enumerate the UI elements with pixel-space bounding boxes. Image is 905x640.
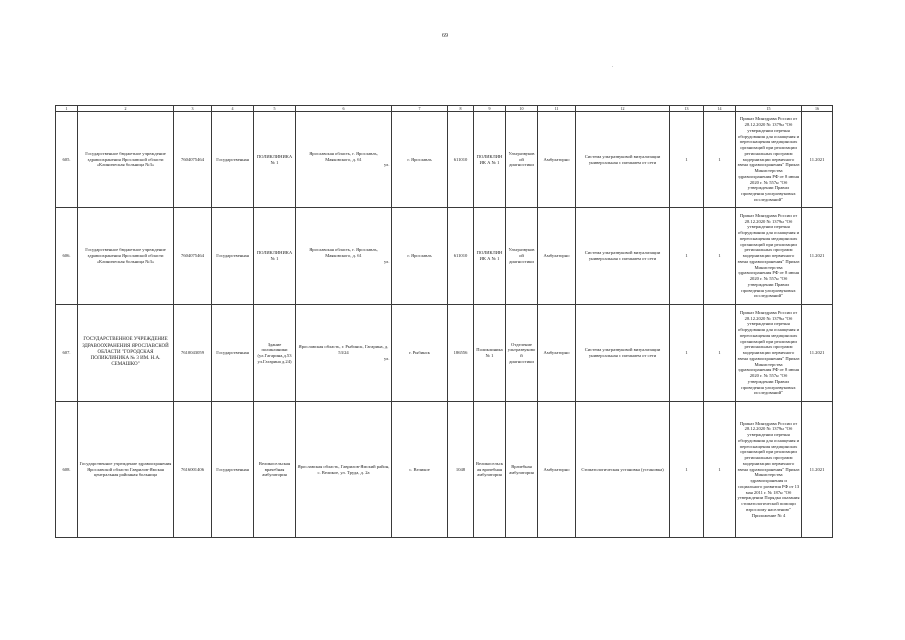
column-number: 15 <box>736 106 802 112</box>
organization-name: Государственное бюджетное учреждение здравоохранения Ярославской области «Клиническая больница №3» <box>78 112 174 208</box>
city-cell: с. Великое <box>392 402 448 538</box>
city-cell: г. Ярославль <box>392 208 448 305</box>
address-street-type: ул. <box>383 355 390 361</box>
legal-basis-cell: Приказ Минздрава России от 28.12.2020 № 1379н "Об утверждении перечня оборудования для оснащения и переоснащения медицинских организаций при реализации региональных программ модернизации первичного звена здравоохранения" Приказ Министерства здравоохранения и социального развития РФ от 13 мая 2011 г. № 187н "Об утверждении Порядка оказания стоматологической помощи взрослому населению" Приложение № 4 <box>736 402 802 538</box>
index-cell: 1048 <box>448 402 474 538</box>
column-number: 8 <box>448 106 474 112</box>
column-number: 7 <box>392 106 448 112</box>
department-cell: Великосельская врачебная амбулатория <box>474 402 506 538</box>
department-cell: Поликлиника № 1 <box>474 305 506 402</box>
page-number: 69 <box>442 33 448 39</box>
address-text: Ярославская область, г. Ярославль, Маяковского, д. 61 <box>309 150 378 162</box>
care-type-cell: Амбулаторно <box>538 112 576 208</box>
care-type-cell: Амбулаторно <box>538 305 576 402</box>
table-row <box>56 402 833 538</box>
division-cell: ПОЛИКЛИНИКА № 1 <box>254 208 296 305</box>
legal-basis-cell: Приказ Минздрава России от 28.12.2020 № 1379н "Об утверждении перечня оборудования для оснащения и переоснащения медицинских организаций при реализации региональных программ модернизации первичного звена здравоохранения" Приказ Министерства здравоохранения РФ от 8 июня 2020 г. № 557н "Об утверждении Правил проведения ультразвуковых исследований" <box>736 208 802 305</box>
address-cell: Ярославская область, Гаврилов-Ямский район, с. Великое, ул. Труда, д. 2а <box>296 402 392 538</box>
page-mark: . <box>612 64 614 69</box>
column-number: 2 <box>78 106 174 112</box>
date-cell: 11.2021 <box>802 208 833 305</box>
equipment-register-table <box>55 105 833 538</box>
date-cell: 11.2021 <box>802 402 833 538</box>
address-cell <box>296 112 392 208</box>
column-number: 13 <box>670 106 704 112</box>
unit-cell: Ультразвуковой диагностики <box>506 112 538 208</box>
column-number: 9 <box>474 106 506 112</box>
column-number: 3 <box>174 106 212 112</box>
division-cell: Здание поликлиники (ул.Гагарина,д.53 ул.Гагарина д.24) <box>254 305 296 402</box>
column-number: 10 <box>506 106 538 112</box>
column-number: 11 <box>538 106 576 112</box>
quantity-cell: 1 <box>670 402 704 538</box>
quantity-cell: 1 <box>704 208 736 305</box>
quantity-cell: 1 <box>704 305 736 402</box>
city-cell: г. Рыбинск <box>392 305 448 402</box>
care-type-cell: Амбулаторно <box>538 208 576 305</box>
equipment-cell: Система ультразвуковой визуализации универсальная с питанием от сети <box>576 112 670 208</box>
ownership-cell: Государственная <box>212 305 254 402</box>
table-row <box>56 112 833 208</box>
column-number: 12 <box>576 106 670 112</box>
ownership-cell: Государственная <box>212 112 254 208</box>
organization-name: Государственное бюджетное учреждение здравоохранения Ярославской области «Клиническая больница №3» <box>78 208 174 305</box>
column-number: 6 <box>296 106 392 112</box>
address-cell <box>296 208 392 305</box>
row-number: 605. <box>56 112 78 208</box>
unit-cell: Отделение ультразвуковой диагностики <box>506 305 538 402</box>
address-street-type: ул. <box>383 162 390 168</box>
department-cell: ПОЛИКЛИНИК А № 1 <box>474 112 506 208</box>
quantity-cell: 1 <box>704 112 736 208</box>
date-cell: 11.2021 <box>802 305 833 402</box>
column-number: 1 <box>56 106 78 112</box>
division-cell: ПОЛИКЛИНИКА № 1 <box>254 112 296 208</box>
address-street-type: ул. <box>383 258 390 264</box>
inn-cell: 7616001406 <box>174 402 212 538</box>
division-cell: Великосельская врачебная амбулатория <box>254 402 296 538</box>
legal-basis-cell: Приказ Минздрава России от 28.12.2020 № 1379н "Об утверждении перечня оборудования для оснащения и переоснащения медицинских организаций при реализации региональных программ модернизации первичного звена здравоохранения" Приказ Министерства здравоохранения РФ от 8 июня 2020 г. № 557н "Об утверждении Правил проведения ультразвуковых исследований" <box>736 305 802 402</box>
equipment-cell: Стоматологическая установка (установка) <box>576 402 670 538</box>
inn-cell: 7604075464 <box>174 112 212 208</box>
quantity-cell: 1 <box>670 112 704 208</box>
unit-cell: Врачебная амбулатория <box>506 402 538 538</box>
department-cell: ПОЛИКЛИНИК А № 1 <box>474 208 506 305</box>
column-number: 5 <box>254 106 296 112</box>
address-text: Ярославская область, г. Ярославль, Маяковского, д. 61 <box>309 247 378 259</box>
equipment-cell: Система ультразвуковой визуализации универсальная с питанием от сети <box>576 208 670 305</box>
row-number: 606. <box>56 208 78 305</box>
unit-cell: Ультразвуковой диагностики <box>506 208 538 305</box>
column-number: 4 <box>212 106 254 112</box>
quantity-cell: 1 <box>670 305 704 402</box>
index-cell: 611010 <box>448 208 474 305</box>
index-cell: 611010 <box>448 112 474 208</box>
organization-name: ГОСУДАРСТВЕННОЕ УЧРЕЖДЕНИЕ ЗДРАВООХРАНЕНИЯ ЯРОСЛАВСКОЙ ОБЛАСТИ "ГОРОДСКАЯ ПОЛИКЛИНИКА № 3 ИМ. Н.А. СЕМАШКО" <box>78 305 174 402</box>
date-cell: 11.2021 <box>802 112 833 208</box>
quantity-cell: 1 <box>704 402 736 538</box>
inn-cell: 7604075464 <box>174 208 212 305</box>
legal-basis-cell: Приказ Минздрава России от 28.12.2020 № 1379н "Об утверждении перечня оборудования для оснащения и переоснащения медицинских организаций при реализации региональных программ модернизации первичного звена здравоохранения" Приказ Министерства здравоохранения РФ от 8 июня 2020 г. № 557н "Об утверждении Правил проведения ультразвуковых исследований" <box>736 112 802 208</box>
column-number: 16 <box>802 106 833 112</box>
ownership-cell: Государственная <box>212 208 254 305</box>
city-cell: г. Ярославль <box>392 112 448 208</box>
care-type-cell: Амбулаторно <box>538 402 576 538</box>
row-number: 608. <box>56 402 78 538</box>
table-row <box>56 305 833 402</box>
address-cell <box>296 305 392 402</box>
index-cell: 186556 <box>448 305 474 402</box>
quantity-cell: 1 <box>670 208 704 305</box>
equipment-cell: Система ультразвуковой визуализации универсальная с питанием от сети <box>576 305 670 402</box>
inn-cell: 7610043059 <box>174 305 212 402</box>
row-number: 607. <box>56 305 78 402</box>
table-row <box>56 208 833 305</box>
organization-name: Государственное учреждение здравоохранения Ярославской области Гаврилов-Ямская центральная районная больница <box>78 402 174 538</box>
ownership-cell: Государственная <box>212 402 254 538</box>
address-text: Ярославская область, г. Рыбинск, Гагарина, д. 53/24 <box>298 344 389 356</box>
column-number: 14 <box>704 106 736 112</box>
